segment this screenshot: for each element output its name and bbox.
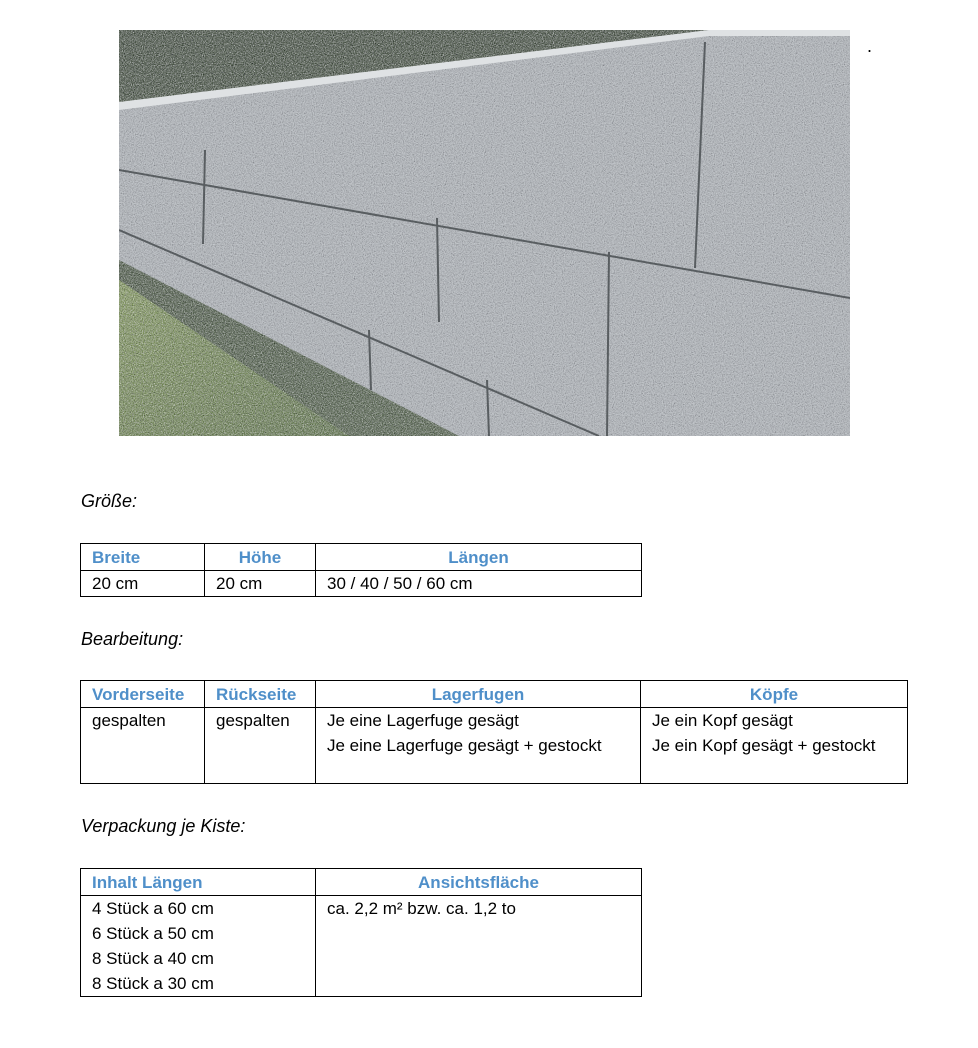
header-ansichtsflaeche: Ansichtsfläche <box>316 869 642 896</box>
packaging-heading: Verpackung je Kiste: <box>81 816 246 836</box>
header-vorderseite: Vorderseite <box>81 681 205 708</box>
lagerfuge-option: Je eine Lagerfuge gesägt + gestockt <box>327 736 602 755</box>
table-row <box>81 571 642 597</box>
cell-rueckseite: gespalten <box>205 708 316 784</box>
cell-vorderseite: gespalten <box>81 708 205 784</box>
cell-inhalt <box>81 896 316 997</box>
content-line: 8 Stück a 30 cm <box>92 974 214 993</box>
cell-hoehe: 20 cm <box>205 571 316 597</box>
cell-lagerfugen <box>316 708 641 784</box>
header-inhalt: Inhalt Längen <box>81 869 316 896</box>
content-line: 8 Stück a 40 cm <box>92 949 214 968</box>
header-lagerfugen: Lagerfugen <box>316 681 641 708</box>
kopf-option: Je ein Kopf gesägt <box>652 711 793 730</box>
table-row <box>81 708 908 784</box>
kopf-option: Je ein Kopf gesägt + gestockt <box>652 736 876 755</box>
cell-laengen: 30 / 40 / 50 / 60 cm <box>316 571 642 597</box>
size-table <box>80 543 642 597</box>
header-rueckseite: Rückseite <box>205 681 316 708</box>
processing-table <box>80 680 908 784</box>
granite-wall-photo <box>119 30 850 436</box>
cell-koepfe <box>641 708 908 784</box>
table-header-row <box>81 869 642 896</box>
header-hoehe: Höhe <box>205 544 316 571</box>
page-mark: . <box>867 36 873 56</box>
cell-ansichtsflaeche: ca. 2,2 m² bzw. ca. 1,2 to <box>316 896 642 997</box>
content-line: 6 Stück a 50 cm <box>92 924 214 943</box>
processing-heading: Bearbeitung: <box>81 629 184 649</box>
table-row <box>81 896 642 997</box>
header-breite: Breite <box>81 544 205 571</box>
header-koepfe: Köpfe <box>641 681 908 708</box>
lagerfuge-option: Je eine Lagerfuge gesägt <box>327 711 519 730</box>
table-header-row <box>81 681 908 708</box>
table-header-row <box>81 544 642 571</box>
packaging-table <box>80 868 642 997</box>
content-line: 4 Stück a 60 cm <box>92 899 214 918</box>
size-heading: Größe: <box>81 491 138 511</box>
cell-breite: 20 cm <box>81 571 205 597</box>
header-laengen: Längen <box>316 544 642 571</box>
